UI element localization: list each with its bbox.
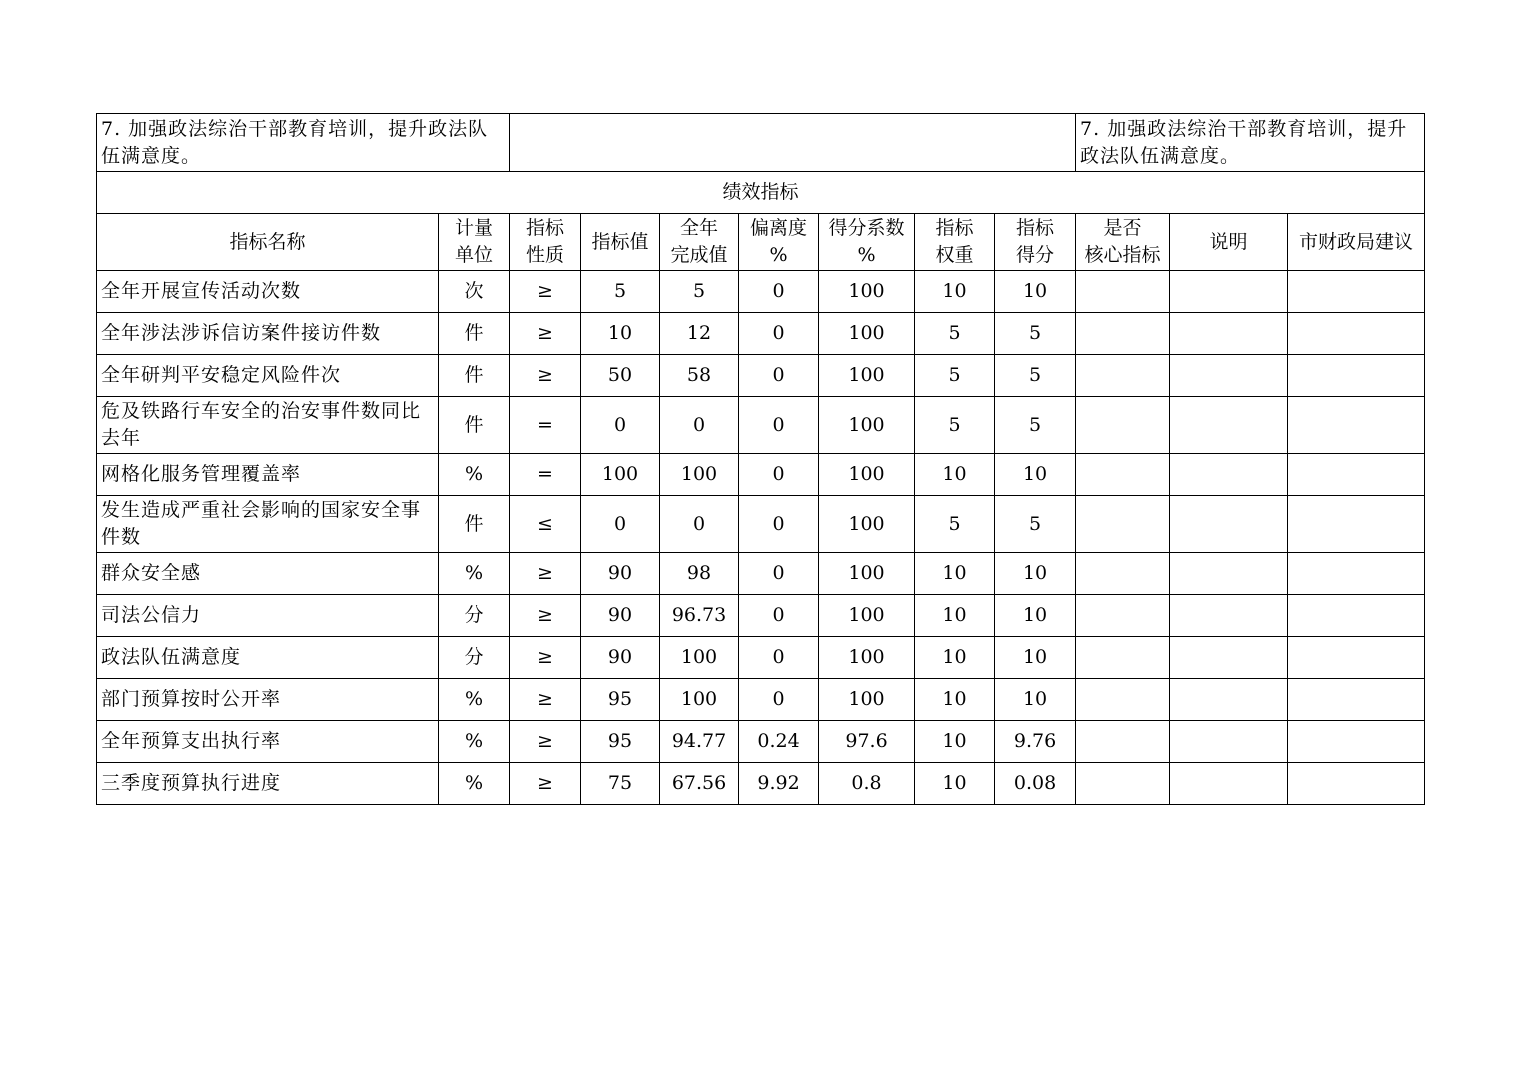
- annual-actual-cell: 96.73: [660, 595, 739, 637]
- target-cell: 95: [581, 679, 660, 721]
- deviation-cell: 0: [739, 496, 819, 553]
- core-indicator-cell: [1076, 496, 1170, 553]
- finance-advice-cell: [1288, 313, 1425, 355]
- table-row: [97, 313, 1425, 355]
- score-cell: 10: [995, 553, 1076, 595]
- annual-actual-cell: 0: [660, 496, 739, 553]
- header-nature: 指标 性质: [510, 214, 581, 271]
- indicator-name-cell: 群众安全感: [97, 553, 439, 595]
- finance-advice-cell: [1288, 721, 1425, 763]
- header-target: 指标值: [581, 214, 660, 271]
- weight-cell: 5: [915, 355, 995, 397]
- note-cell: [1170, 721, 1288, 763]
- weight-cell: 10: [915, 763, 995, 805]
- header-indicator-name: 指标名称: [97, 214, 439, 271]
- target-cell: 100: [581, 454, 660, 496]
- weight-cell: 10: [915, 271, 995, 313]
- finance-advice-cell: [1288, 271, 1425, 313]
- annual-actual-cell: 100: [660, 679, 739, 721]
- score-coefficient-cell: 100: [819, 313, 915, 355]
- score-coefficient-cell: 97.6: [819, 721, 915, 763]
- note-cell: [1170, 271, 1288, 313]
- target-cell: 95: [581, 721, 660, 763]
- indicator-name-cell: 全年研判平安稳定风险件次: [97, 355, 439, 397]
- deviation-cell: 0: [739, 313, 819, 355]
- target-cell: 5: [581, 271, 660, 313]
- performance-indicator-table: [96, 113, 1425, 805]
- header-finance-advice: 市财政局建议: [1288, 214, 1425, 271]
- header-score: 指标 得分: [995, 214, 1076, 271]
- weight-cell: 10: [915, 721, 995, 763]
- core-indicator-cell: [1076, 637, 1170, 679]
- deviation-cell: 0: [739, 397, 819, 454]
- deviation-cell: 0: [739, 271, 819, 313]
- table-row: [97, 454, 1425, 496]
- unit-cell: 件: [439, 313, 510, 355]
- header-core-indicator: 是否 核心指标: [1076, 214, 1170, 271]
- finance-advice-cell: [1288, 553, 1425, 595]
- weight-cell: 5: [915, 397, 995, 454]
- note-cell: [1170, 355, 1288, 397]
- section-title: 绩效指标: [97, 172, 1425, 214]
- unit-cell: 分: [439, 637, 510, 679]
- deviation-cell: 0: [739, 454, 819, 496]
- score-cell: 10: [995, 271, 1076, 313]
- unit-cell: %: [439, 454, 510, 496]
- core-indicator-cell: [1076, 721, 1170, 763]
- annual-actual-cell: 98: [660, 553, 739, 595]
- table-row: [97, 763, 1425, 805]
- header-annual-actual: 全年 完成值: [660, 214, 739, 271]
- unit-cell: 件: [439, 397, 510, 454]
- nature-cell: ≥: [510, 271, 581, 313]
- nature-cell: ≥: [510, 595, 581, 637]
- indicator-name-cell: 全年预算支出执行率: [97, 721, 439, 763]
- score-coefficient-cell: 100: [819, 397, 915, 454]
- target-cell: 0: [581, 397, 660, 454]
- unit-cell: %: [439, 721, 510, 763]
- finance-advice-cell: [1288, 679, 1425, 721]
- indicator-name-cell: 政法队伍满意度: [97, 637, 439, 679]
- note-cell: [1170, 595, 1288, 637]
- score-cell: 10: [995, 595, 1076, 637]
- score-coefficient-cell: 100: [819, 355, 915, 397]
- finance-advice-cell: [1288, 763, 1425, 805]
- score-coefficient-cell: 100: [819, 553, 915, 595]
- unit-cell: 分: [439, 595, 510, 637]
- nature-cell: ≥: [510, 637, 581, 679]
- target-cell: 75: [581, 763, 660, 805]
- nature-cell: ≥: [510, 355, 581, 397]
- goal-left-cell: 7. 加强政法综治干部教育培训，提升政法队伍满意度。: [97, 114, 510, 172]
- weight-cell: 10: [915, 595, 995, 637]
- score-cell: 9.76: [995, 721, 1076, 763]
- core-indicator-cell: [1076, 454, 1170, 496]
- score-cell: 10: [995, 679, 1076, 721]
- weight-cell: 5: [915, 313, 995, 355]
- score-coefficient-cell: 100: [819, 679, 915, 721]
- note-cell: [1170, 454, 1288, 496]
- core-indicator-cell: [1076, 397, 1170, 454]
- score-coefficient-cell: 100: [819, 271, 915, 313]
- table-row: [97, 637, 1425, 679]
- weight-cell: 10: [915, 679, 995, 721]
- header-unit: 计量 单位: [439, 214, 510, 271]
- score-coefficient-cell: 100: [819, 595, 915, 637]
- header-row: [97, 214, 1425, 271]
- indicator-name-cell: 发生造成严重社会影响的国家安全事件数: [97, 496, 439, 553]
- performance-indicator-page: [96, 113, 1424, 805]
- unit-cell: %: [439, 553, 510, 595]
- deviation-cell: 0: [739, 637, 819, 679]
- table-row: [97, 271, 1425, 313]
- core-indicator-cell: [1076, 271, 1170, 313]
- goal-right-cell: 7. 加强政法综治干部教育培训，提升政法队伍满意度。: [1076, 114, 1425, 172]
- nature-cell: ≥: [510, 679, 581, 721]
- unit-cell: %: [439, 679, 510, 721]
- deviation-cell: 0: [739, 355, 819, 397]
- score-coefficient-cell: 100: [819, 637, 915, 679]
- annual-actual-cell: 5: [660, 271, 739, 313]
- score-cell: 5: [995, 496, 1076, 553]
- finance-advice-cell: [1288, 355, 1425, 397]
- score-coefficient-cell: 100: [819, 496, 915, 553]
- core-indicator-cell: [1076, 553, 1170, 595]
- core-indicator-cell: [1076, 763, 1170, 805]
- table-row: [97, 721, 1425, 763]
- note-cell: [1170, 679, 1288, 721]
- nature-cell: =: [510, 454, 581, 496]
- finance-advice-cell: [1288, 496, 1425, 553]
- header-weight: 指标 权重: [915, 214, 995, 271]
- score-cell: 0.08: [995, 763, 1076, 805]
- finance-advice-cell: [1288, 637, 1425, 679]
- score-cell: 10: [995, 637, 1076, 679]
- unit-cell: %: [439, 763, 510, 805]
- nature-cell: ≤: [510, 496, 581, 553]
- table-row: [97, 679, 1425, 721]
- unit-cell: 件: [439, 355, 510, 397]
- target-cell: 0: [581, 496, 660, 553]
- goal-middle-cell: [510, 114, 1076, 172]
- nature-cell: ≥: [510, 721, 581, 763]
- core-indicator-cell: [1076, 595, 1170, 637]
- core-indicator-cell: [1076, 313, 1170, 355]
- annual-actual-cell: 67.56: [660, 763, 739, 805]
- nature-cell: ≥: [510, 313, 581, 355]
- score-cell: 5: [995, 355, 1076, 397]
- deviation-cell: 9.92: [739, 763, 819, 805]
- note-cell: [1170, 637, 1288, 679]
- annual-actual-cell: 94.77: [660, 721, 739, 763]
- nature-cell: =: [510, 397, 581, 454]
- indicator-name-cell: 网格化服务管理覆盖率: [97, 454, 439, 496]
- unit-cell: 次: [439, 271, 510, 313]
- unit-cell: 件: [439, 496, 510, 553]
- note-cell: [1170, 313, 1288, 355]
- table-row: [97, 496, 1425, 553]
- target-cell: 50: [581, 355, 660, 397]
- indicator-name-cell: 司法公信力: [97, 595, 439, 637]
- header-note: 说明: [1170, 214, 1288, 271]
- section-title-row: [97, 172, 1425, 214]
- score-cell: 10: [995, 454, 1076, 496]
- weight-cell: 10: [915, 637, 995, 679]
- indicator-name-cell: 三季度预算执行进度: [97, 763, 439, 805]
- header-score-coefficient: 得分系数 %: [819, 214, 915, 271]
- target-cell: 90: [581, 637, 660, 679]
- table-row: [97, 553, 1425, 595]
- target-cell: 90: [581, 553, 660, 595]
- core-indicator-cell: [1076, 355, 1170, 397]
- note-cell: [1170, 763, 1288, 805]
- weight-cell: 5: [915, 496, 995, 553]
- deviation-cell: 0.24: [739, 721, 819, 763]
- annual-actual-cell: 58: [660, 355, 739, 397]
- table-row: [97, 595, 1425, 637]
- finance-advice-cell: [1288, 397, 1425, 454]
- finance-advice-cell: [1288, 595, 1425, 637]
- indicator-name-cell: 全年开展宣传活动次数: [97, 271, 439, 313]
- finance-advice-cell: [1288, 454, 1425, 496]
- nature-cell: ≥: [510, 553, 581, 595]
- core-indicator-cell: [1076, 679, 1170, 721]
- annual-actual-cell: 12: [660, 313, 739, 355]
- table-row: [97, 397, 1425, 454]
- score-coefficient-cell: 100: [819, 454, 915, 496]
- note-cell: [1170, 496, 1288, 553]
- annual-actual-cell: 100: [660, 637, 739, 679]
- indicator-name-cell: 全年涉法涉诉信访案件接访件数: [97, 313, 439, 355]
- target-cell: 90: [581, 595, 660, 637]
- goal-row: [97, 114, 1425, 172]
- score-cell: 5: [995, 397, 1076, 454]
- header-deviation: 偏离度 %: [739, 214, 819, 271]
- target-cell: 10: [581, 313, 660, 355]
- annual-actual-cell: 0: [660, 397, 739, 454]
- weight-cell: 10: [915, 553, 995, 595]
- note-cell: [1170, 553, 1288, 595]
- deviation-cell: 0: [739, 553, 819, 595]
- indicator-name-cell: 部门预算按时公开率: [97, 679, 439, 721]
- score-cell: 5: [995, 313, 1076, 355]
- note-cell: [1170, 397, 1288, 454]
- indicator-name-cell: 危及铁路行车安全的治安事件数同比去年: [97, 397, 439, 454]
- score-coefficient-cell: 0.8: [819, 763, 915, 805]
- table-row: [97, 355, 1425, 397]
- annual-actual-cell: 100: [660, 454, 739, 496]
- deviation-cell: 0: [739, 595, 819, 637]
- weight-cell: 10: [915, 454, 995, 496]
- deviation-cell: 0: [739, 679, 819, 721]
- nature-cell: ≥: [510, 763, 581, 805]
